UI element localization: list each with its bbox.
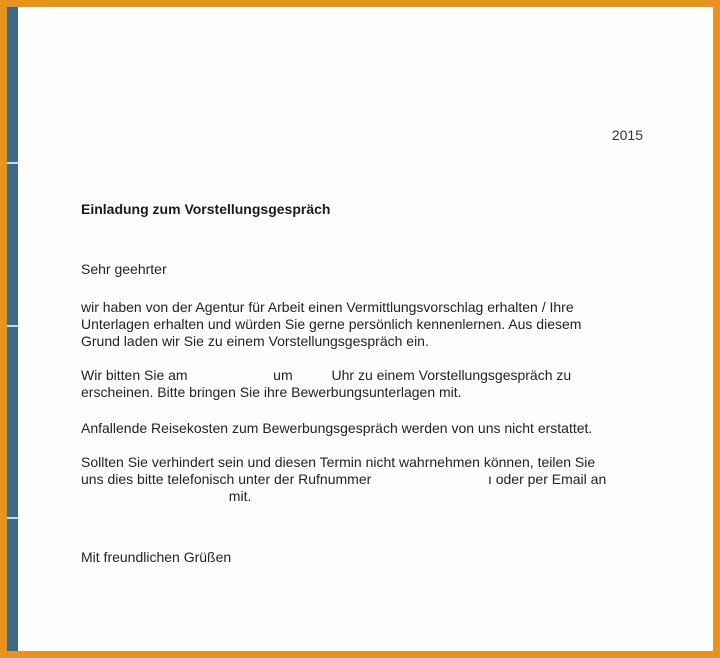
paragraph-contact: Sollten Sie verhindert sein und diesen Termin nicht wahrnehmen können, teilen Sie uns dies bitte telefonisch unter der Rufnummer ı oder per Email an mit. — [81, 454, 607, 504]
letter-closing: Mit freundlichen Grüßen — [81, 549, 232, 565]
paragraph-appointment: Wir bitten Sie am um Uhr zu einem Vorstellungsgespräch zu erscheinen. Bitte bringen Sie ihre Bewerbungsunterlagen mit. — [81, 367, 572, 400]
paragraph-intro: wir haben von der Agentur für Arbeit einen Vermittlungsvorschlag erhalten / Ihre Unterlagen erhalten und würden Sie gerne persönlich kennenlernen. Aus diesem Grund laden wir Sie zu einem Vorstellungsgespräch ein. — [81, 299, 582, 349]
edge-mark — [7, 325, 18, 327]
edge-mark — [7, 517, 18, 519]
letter-subject: Einladung zum Vorstellungsgespräch — [81, 201, 331, 217]
binder-edge — [7, 7, 18, 651]
letter-date: 2015 — [611, 127, 643, 143]
paragraph-travel-costs: Anfallende Reisekosten zum Bewerbungsgespräch werden von uns nicht erstattet. — [81, 420, 593, 436]
letter-page — [18, 7, 713, 651]
edge-mark — [7, 162, 18, 164]
letter-salutation: Sehr geehrter — [81, 261, 167, 277]
